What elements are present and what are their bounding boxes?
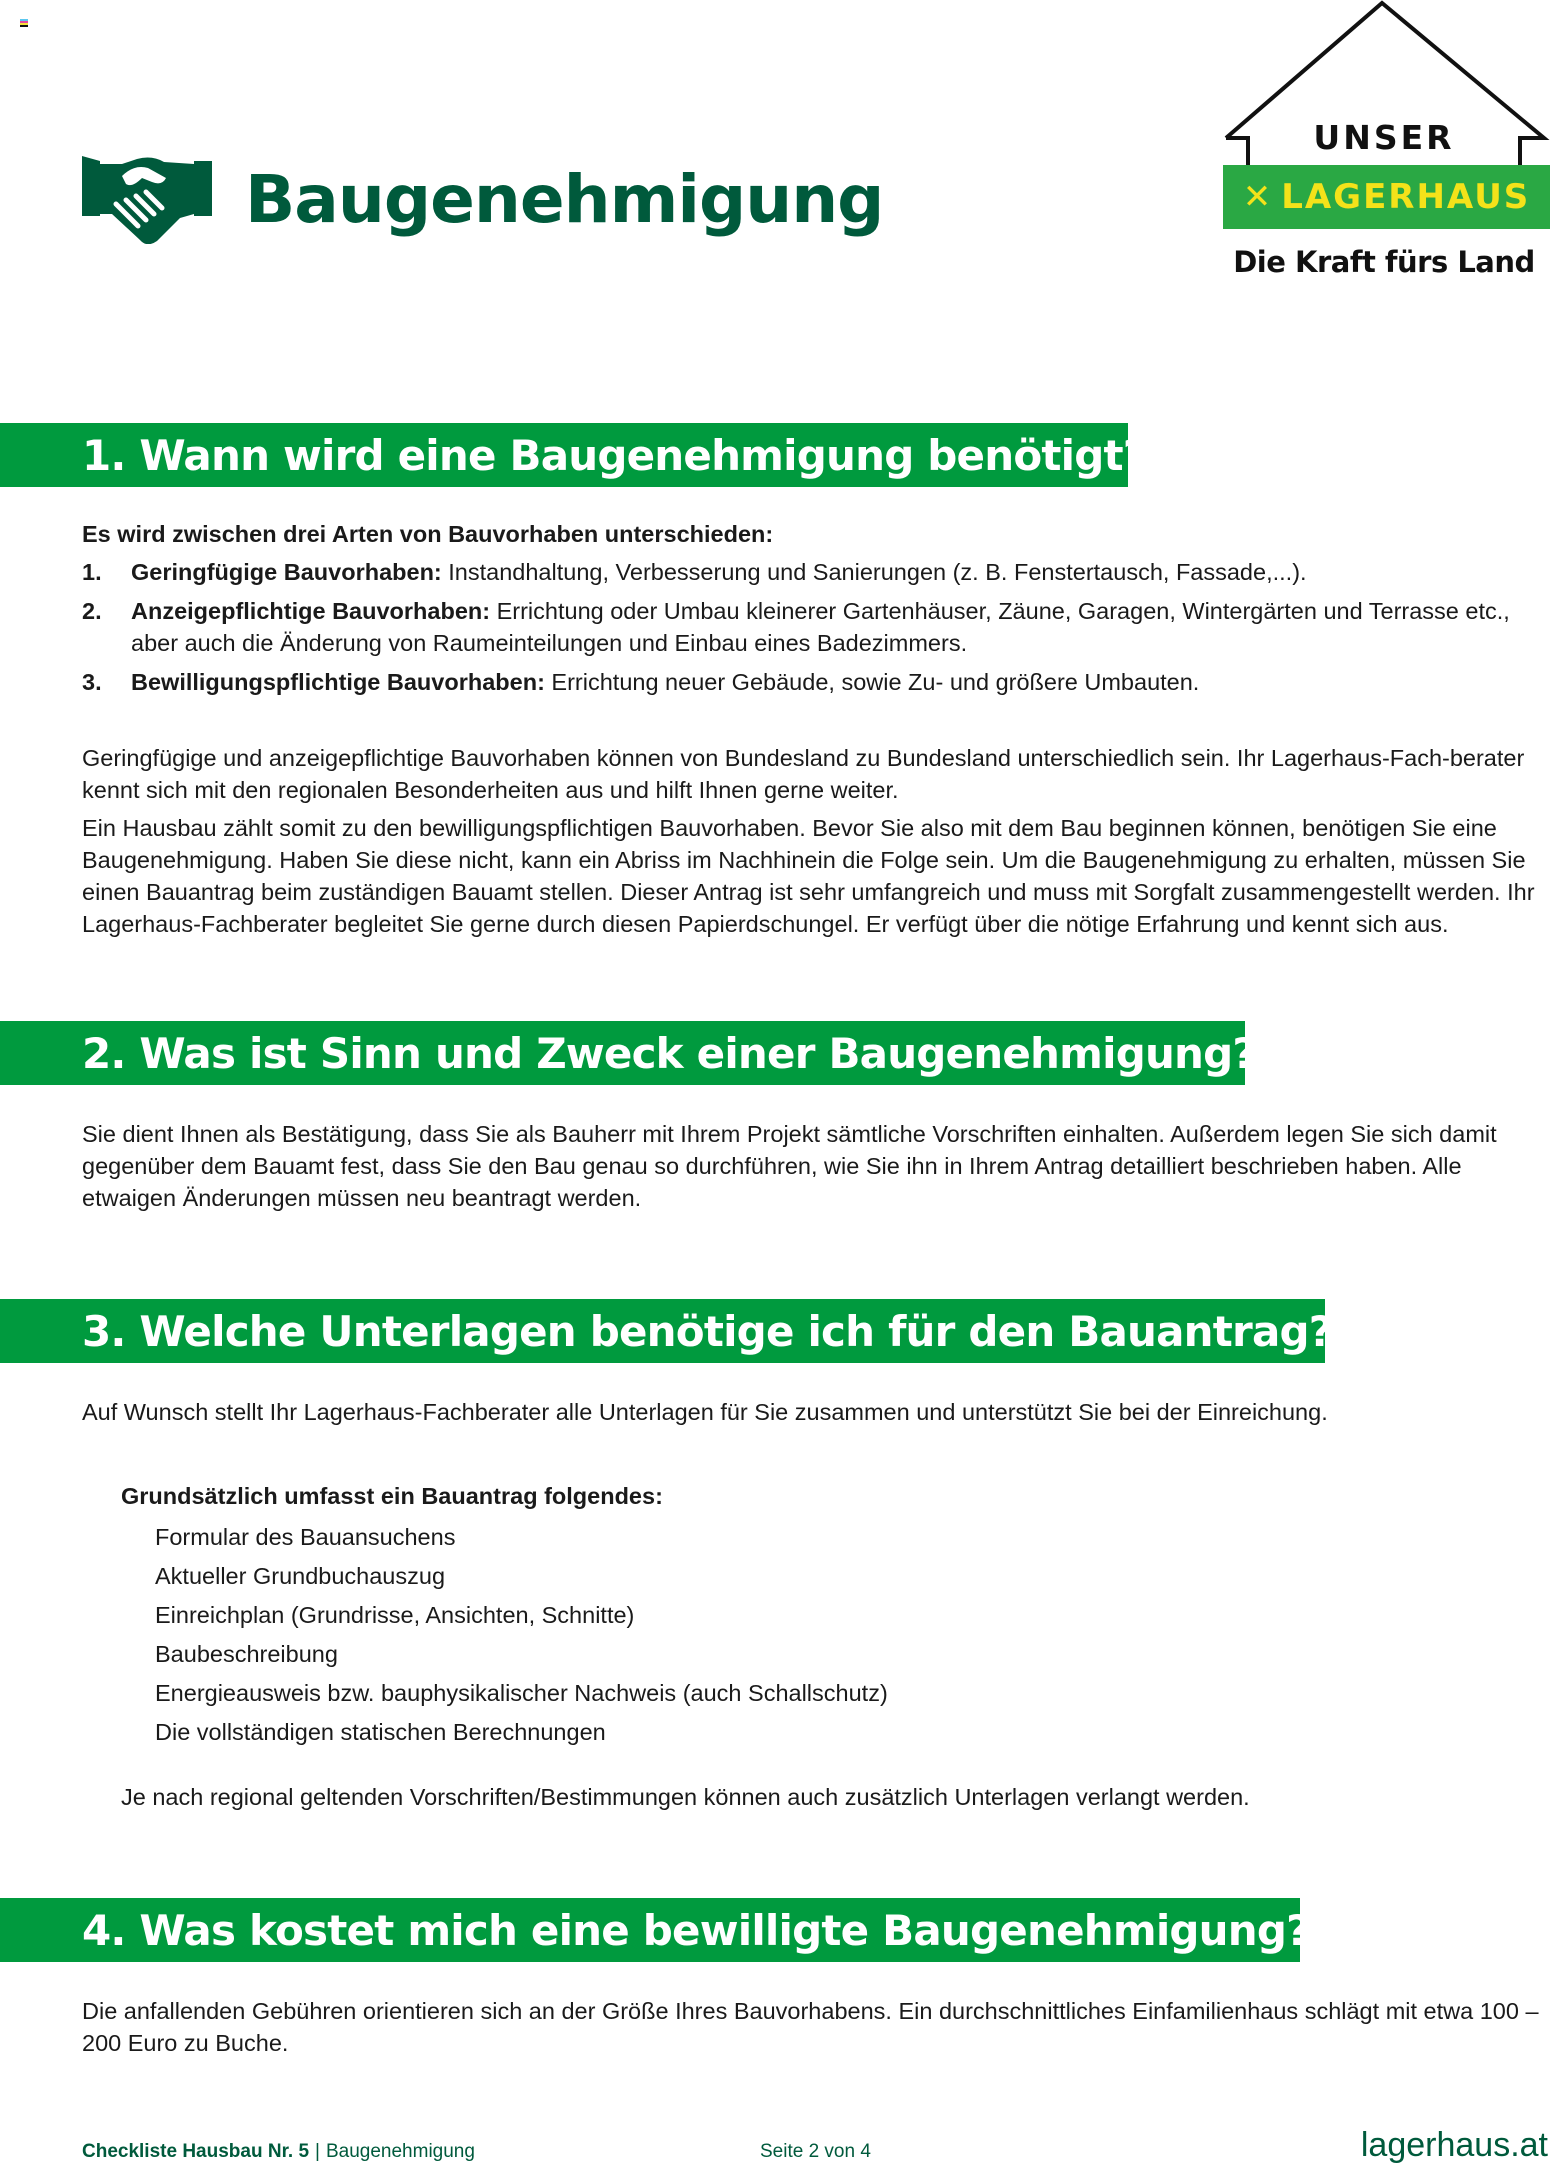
section-4-paragraph: Die anfallenden Gebühren orientieren sich an der Größe Ihres Bauvorhabens. Ein durchschnittliches Einfamilienhaus schlägt mit etwa 100 – 200 Euro zu Buche. bbox=[82, 1998, 1539, 2056]
section-2-heading-bar bbox=[0, 1021, 1256, 1085]
print-color-mark bbox=[20, 19, 28, 27]
section-2-heading: 2. Was ist Sinn und Zweck einer Baugenehmigung? bbox=[82, 1028, 1256, 1078]
list-item: Formular des Bauansuchens bbox=[155, 1524, 456, 1550]
logo-brand-bar bbox=[1223, 165, 1550, 229]
documents-list bbox=[155, 1518, 888, 1752]
footer-topic: Baugenehmigung bbox=[325, 2141, 475, 2162]
website-link[interactable]: lagerhaus.at bbox=[1360, 2126, 1548, 2164]
logo-tagline: Die Kraft fürs Land bbox=[1233, 245, 1535, 279]
section-3-heading: 3. Welche Unterlagen benötige ich für den Bauantrag? bbox=[82, 1306, 1333, 1356]
section-3-heading-bar bbox=[0, 1299, 1333, 1363]
list-item: 3. Bewilligungspflichtige Bauvorhaben: Errichtung neuer Gebäude, sowie Zu- und größere Umbauten. bbox=[82, 669, 1200, 695]
list-item: Die vollständigen statischen Berechnungen bbox=[155, 1719, 606, 1745]
documents-note: Je nach regional geltenden Vorschriften/Bestimmungen können auch zusätzlich Unterlagen verlangt werden. bbox=[121, 1784, 1250, 1810]
section-3-paragraph: Auf Wunsch stellt Ihr Lagerhaus-Fachberater alle Unterlagen für Sie zusammen und unterstützt Sie bei der Einreichung. bbox=[82, 1399, 1328, 1425]
section-1-intro: Es wird zwischen drei Arten von Bauvorhaben unterschieden: bbox=[82, 521, 774, 547]
handshake-icon bbox=[82, 156, 212, 244]
logo-brand-name: LAGERHAUS bbox=[1281, 177, 1531, 217]
page-title: Baugenehmigung bbox=[245, 161, 884, 238]
list-item: 2. Anzeigepflichtige Bauvorhaben: Errichtung oder Umbau kleinerer Gartenhäuser, Zäune, Garagen, Wintergärten und Terrasse etc., aber auch die Änderung von Raumeinteilungen und Einbau eines Badezimmers. bbox=[82, 598, 1510, 656]
list-item: 1. Geringfügige Bauvorhaben: Instandhaltung, Verbesserung und Sanierungen (z. B. Fenstertausch, Fassade,...). bbox=[82, 559, 1307, 585]
section-4-heading-bar bbox=[0, 1898, 1310, 1962]
list-item: Energieausweis bzw. bauphysikalischer Nachweis (auch Schallschutz) bbox=[155, 1680, 888, 1706]
list-item: Baubeschreibung bbox=[155, 1641, 338, 1667]
footer-series: Checkliste Hausbau Nr. 5 bbox=[82, 2141, 310, 2162]
section-4-content bbox=[82, 1995, 1542, 2059]
documents-list-title: Grundsätzlich umfasst ein Bauantrag folgendes: bbox=[121, 1483, 663, 1509]
section-1-paragraph: Ein Hausbau zählt somit zu den bewilligungspflichtigen Bauvorhaben. Bevor Sie also mit dem Bau beginnen können, benötigen Sie eine Baugenehmigung. Haben Sie diese nicht, kann ein Abriss im Nachhinein die Folge sein. Um die Baugenehmigung zu erhalten, müssen Sie einen Bauantrag beim zuständigen Bauamt stellen. Dieser Antrag ist sehr umfangreich und muss mit Sorgfalt zusammengestellt werden. Ihr Lagerhaus-Fachberater begleitet Sie gerne durch diesen Papierdschungel. Er verfügt über die nötige Erfahrung und kennt sich aus. bbox=[82, 815, 1535, 937]
lagerhaus-logo[interactable] bbox=[1218, 0, 1550, 295]
section-1-paragraph: Geringfügige und anzeigepflichtige Bauvorhaben können von Bundesland zu Bundesland unterschiedlich sein. Ihr Lagerhaus-Fach-berater kennt sich mit den regionalen Besonderheiten aus und hilft Ihnen gerne weiter. bbox=[82, 745, 1525, 803]
section-2-paragraph: Sie dient Ihnen als Bestätigung, dass Sie als Bauherr mit Ihrem Projekt sämtliche Vorschriften einhalten. Außerdem legen Sie sich damit gegenüber dem Bauamt fest, dass Sie den Bau genau so durchführen, wie Sie ihn in Ihrem Antrag detailliert beschrieben haben. Alle etwaigen Änderungen müssen neu beantragt werden. bbox=[82, 1121, 1497, 1211]
logo-unser: UNSER bbox=[1313, 118, 1455, 157]
list-item: Einreichplan (Grundrisse, Ansichten, Schnitte) bbox=[155, 1602, 635, 1628]
section-1-heading: 1. Wann wird eine Baugenehmigung benötigt? bbox=[82, 430, 1147, 480]
section-4-heading: 4. Was kostet mich eine bewilligte Baugenehmigung? bbox=[82, 1905, 1310, 1955]
page-number: Seite 2 von 4 bbox=[760, 2141, 871, 2162]
page-header bbox=[82, 156, 883, 244]
footer-separator: | bbox=[315, 2141, 320, 2162]
footer-document-info bbox=[82, 2141, 475, 2163]
list-item: Aktueller Grundbuchauszug bbox=[155, 1563, 446, 1589]
section-3-content bbox=[82, 1396, 1542, 1428]
raiffeisen-cross-icon: ✕ bbox=[1242, 177, 1272, 217]
section-1-content bbox=[82, 518, 1542, 940]
section-1-heading-bar bbox=[0, 423, 1147, 487]
section-2-content bbox=[82, 1118, 1542, 1214]
